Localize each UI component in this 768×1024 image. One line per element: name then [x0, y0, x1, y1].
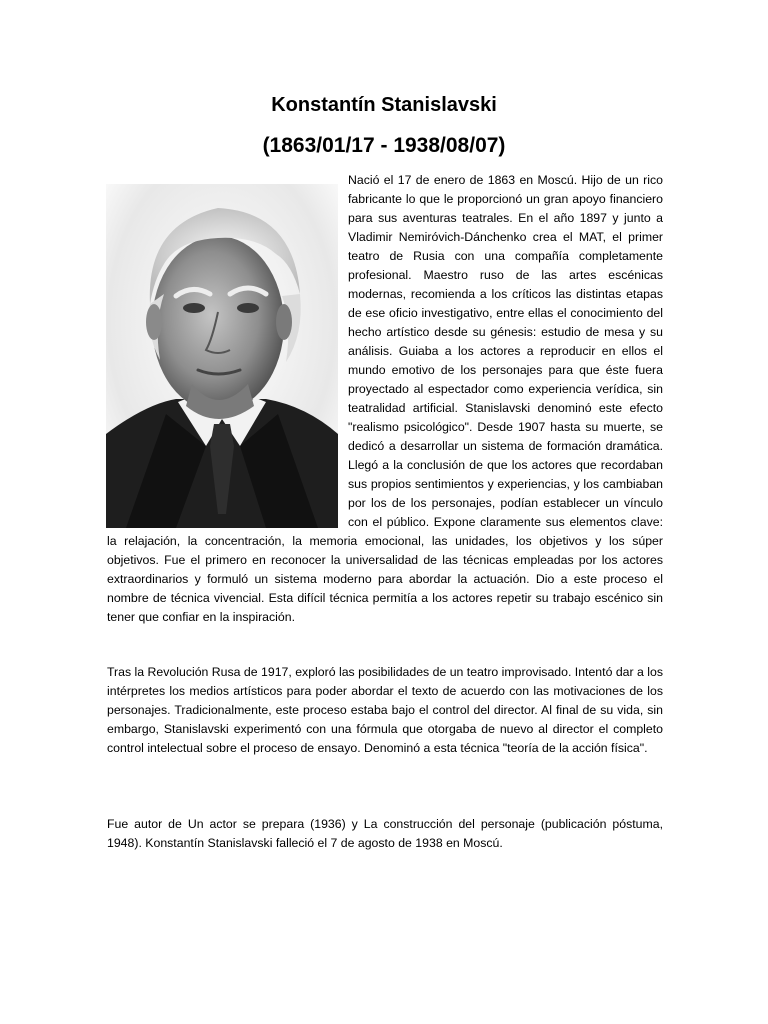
- paragraph-biography-text: Nació el 17 de enero de 1863 en Moscú. Hijo de un rico fabricante lo que le proporcionó un gran apoyo financiero para sus aventuras teatrales. En el año 1897 y junto a Vladimir Nemiróvich-Dánchenko crea el MAT, el primer teatro de Rusia con una compañía completamente profesional. Maestro ruso de las artes escénicas modernas, recomienda a los críticos las distintas etapas de ese oficio investigativo, entre ellas el conocimiento del hecho artístico desde su génesis: estudio de mesa y su análisis. Guiaba a los actores a reproducir en ellos el mundo emotivo de los personajes para que éste fuera proyectado al espectador como experiencia verídica, sin teatralidad artificial. Stanislavski denominó este efecto "realismo psicológico". Desde 1907 hasta su muerte, se dedicó a desarrollar un sistema de formación dramática. Llegó a la conclusión de que los actores que recordaban sus propios sentimientos y experiencias, y los cambiaban por los de los personajes, podían establecer un vínculo con el público. Expone claramente sus elementos clave: la relajación, la concentración, la memoria emocional, las unidades, los objetivos y los súper objetivos. Fue el primero en reconocer la universalidad de las técnicas empleadas por los actores extraordinarios y formuló un sistema moderno para abordar la actuación. Dio a este proceso el nombre de técnica vivencial. Esta difícil técnica permitía a los actores repetir su trabajo escénico sin tener que confiar en la inspiración.: [107, 173, 663, 624]
- photo-wrap-spacer: [107, 171, 348, 529]
- page-subtitle-dates: (1863/01/17 - 1938/08/07): [262, 134, 506, 157]
- paragraph-works: Fue autor de Un actor se prepara (1936) y La construcción del personaje (publicación póstuma, 1948). Konstantín Stanislavski falleció el 7 de agosto de 1938 en Moscú.: [107, 817, 663, 850]
- paragraph-biography: [107, 171, 663, 627]
- page-title: Konstantín Stanislavski: [271, 94, 497, 116]
- paragraph-revolution: Tras la Revolución Rusa de 1917, exploró las posibilidades de un teatro improvisado. Intentó dar a los intérpretes los medios artísticos para poder abordar el texto de acuerdo con las motivaciones de los personajes. Tradicionalmente, este proceso estaba bajo el control del director. Al final de su vida, sin embargo, Stanislavski experimentó con una fórmula que otorgaba de nuevo al director el completo control intelectual sobre el proceso de ensayo. Denominó a esta técnica "teoría de la acción física".: [107, 665, 663, 755]
